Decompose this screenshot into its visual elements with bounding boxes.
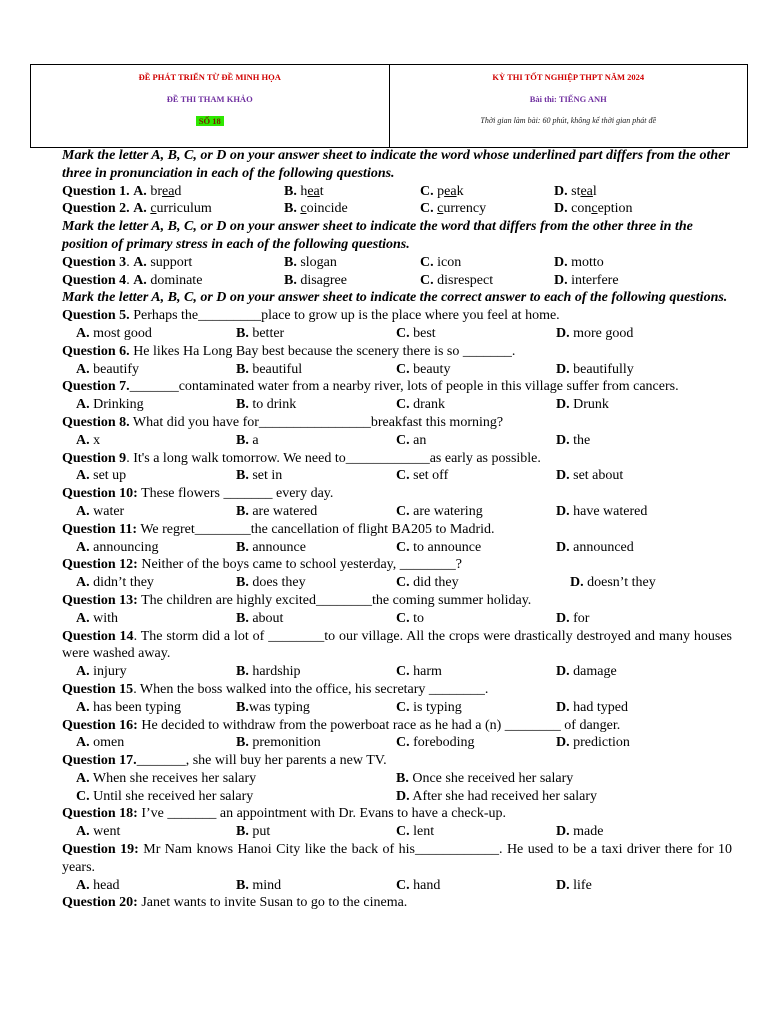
option-a: A. injury <box>76 664 127 680</box>
option-a: A. When she receives her salary <box>76 770 257 786</box>
option-b: B. a <box>236 432 259 448</box>
instruction-correct-answer: Mark the letter A, B, C, or D on your answer sheet to indicate the correct answer to each of the following questions. <box>62 290 728 306</box>
option-b: B. announce <box>236 539 306 555</box>
question-13: Question 13: The children are highly excited________the coming summer holiday. <box>62 592 532 608</box>
question-8: Question 8. What did you have for________________breakfast this morning? <box>62 414 504 430</box>
option-c: C. harm <box>396 664 442 680</box>
question-label: Question 1. <box>62 183 130 199</box>
options-row <box>62 574 732 592</box>
option-c: C. foreboding <box>396 735 475 751</box>
question-11: Question 11: We regret________the cancellation of flight BA205 to Madrid. <box>62 521 495 537</box>
option-c: C. lent <box>396 824 435 840</box>
option-c: C. Until she received her salary <box>76 788 254 804</box>
options-row <box>62 788 732 806</box>
header-left <box>31 65 390 147</box>
option-c: C. best <box>396 325 436 341</box>
option-b: B. Once she received her salary <box>396 770 574 786</box>
option-d: D. After she had received her salary <box>396 788 597 804</box>
option-a: A. Drinking <box>76 397 144 413</box>
option-b: B. are watered <box>236 503 318 519</box>
option-c: C. hand <box>396 877 441 893</box>
option-c: C. an <box>396 432 427 448</box>
option-a: A. most good <box>76 325 152 341</box>
options-row <box>62 396 732 414</box>
options-row <box>62 432 732 450</box>
question-5: Question 5. Perhaps the_________place to grow up is the place where you feel at home. <box>62 308 560 324</box>
option-d: D. damage <box>556 664 617 680</box>
questions-5-19 <box>62 307 732 894</box>
header-exam-number: SỐ 18 <box>196 116 224 126</box>
option-d: D. the <box>556 432 591 448</box>
option-d: D. had typed <box>556 699 628 715</box>
question-4: Question 4. A. dominate B. disagree C. disrespect D. interfere <box>62 272 619 288</box>
option-a: A. water <box>76 503 125 519</box>
option-c: C. did they <box>396 575 459 591</box>
option-a: A. with <box>76 610 119 626</box>
option-a: A. has been typing <box>76 699 181 715</box>
option-b: B. mind <box>236 877 282 893</box>
option-a: A. beautify <box>76 361 139 377</box>
options-row <box>62 699 732 717</box>
option-b: B. to drink <box>236 397 297 413</box>
option-b: B. premonition <box>236 735 321 751</box>
option-d: D. life <box>556 877 592 893</box>
option-a: A. announcing <box>76 539 159 555</box>
option-c: C. to announce <box>396 539 482 555</box>
question-16: Question 16: He decided to withdraw from the powerboat race as he had a (n) ________ of danger. <box>62 717 621 733</box>
option-d: D. beautifully <box>556 361 634 377</box>
option-b: B.was typing <box>236 699 310 715</box>
options-row <box>62 663 732 681</box>
option-b: B. does they <box>236 575 306 591</box>
option-c: C. is typing <box>396 699 462 715</box>
option-d: D. have watered <box>556 503 648 519</box>
options-row <box>62 503 732 521</box>
option-d: D. announced <box>556 539 634 555</box>
options-row <box>62 877 732 895</box>
question-label: Question 2. <box>62 201 130 217</box>
header-exam-title: KỲ THI TỐT NGHIỆP THPT NĂM 2024 <box>492 72 645 82</box>
exam-body <box>62 147 732 912</box>
header-time: Thời gian làm bài: 60 phút, không kể thời gian phát đề <box>480 116 657 125</box>
option-a-letter: A. <box>133 183 147 199</box>
options-row <box>62 734 732 752</box>
question-3: Question 3. A. support B. slogan C. icon D. motto <box>62 254 604 270</box>
option-b-letter: B. <box>284 183 301 199</box>
instruction-pronunciation: Mark the letter A, B, C, or D on your answer sheet to indicate the word whose underlined part differs from the other three in pronunciation in each of the following questions. <box>62 148 730 181</box>
question-9: Question 9. It's a long walk tomorrow. We need to____________as early as possible. <box>62 450 541 466</box>
question-18: Question 18: I’ve _______ an appointment with Dr. Evans to have a check-up. <box>62 806 507 822</box>
header-right <box>390 65 748 147</box>
option-b: B. beautiful <box>236 361 303 377</box>
option-d: D. doesn’t they <box>570 575 656 591</box>
option-d: D. prediction <box>556 735 630 751</box>
option-a: A. omen <box>76 735 125 751</box>
option-c: C. drank <box>396 397 446 413</box>
option-b: B. put <box>236 824 271 840</box>
option-a: A. didn’t they <box>76 575 154 591</box>
question-14: Question 14. The storm did a lot of ________to our village. All the crops were drastically destroyed and many houses were washed away. <box>62 628 732 662</box>
options-row <box>62 770 732 788</box>
exam-header <box>30 64 748 148</box>
question-15: Question 15. When the boss walked into the office, his secretary ________. <box>62 681 489 697</box>
option-a: A. set up <box>76 468 127 484</box>
options-row <box>62 539 732 557</box>
options-row <box>62 467 732 485</box>
option-c: C. are watering <box>396 503 483 519</box>
option-a: A. head <box>76 877 120 893</box>
options-row <box>62 325 732 343</box>
option-d: D. Drunk <box>556 397 609 413</box>
instruction-stress: Mark the letter A, B, C, or D on your answer sheet to indicate the word that differs from the other three in the position of primary stress in each of the following questions. <box>62 219 693 252</box>
option-d-letter: D. <box>554 183 572 199</box>
option-d: D. set about <box>556 468 624 484</box>
option-c-letter: C. <box>420 183 438 199</box>
options-row <box>62 361 732 379</box>
option-a: A. x <box>76 432 101 448</box>
option-b: B. better <box>236 325 285 341</box>
options-row <box>62 610 732 628</box>
option-b: B. hardship <box>236 664 301 680</box>
question-12: Question 12: Neither of the boys came to school yesterday, ________? <box>62 557 462 573</box>
option-d: D. more good <box>556 325 634 341</box>
option-c: C. to <box>396 610 425 626</box>
question-17: Question 17._______, she will buy her parents a new TV. <box>62 753 387 769</box>
question-10: Question 10: These flowers _______ every day. <box>62 486 334 502</box>
header-source: ĐỀ PHÁT TRIỂN TỪ ĐỀ MINH HỌA <box>138 72 281 82</box>
option-a: A. went <box>76 824 121 840</box>
option-b: B. set in <box>236 468 283 484</box>
option-b: B. about <box>236 610 284 626</box>
option-c: C. beauty <box>396 361 451 377</box>
question-19: Question 19: Mr Nam knows Hanoi City like the back of his____________. He used to be a taxi driver there for 10 years. <box>62 842 732 875</box>
question-1: Question 1. A. bread B. heat C. peak D. steal <box>62 183 597 199</box>
question-7: Question 7._______contaminated water from a nearby river, lots of people in this village suffer from cancers. <box>62 379 679 395</box>
option-c: C. set off <box>396 468 449 484</box>
question-20: Question 20: Janet wants to invite Susan to go to the cinema. <box>62 895 408 911</box>
option-d: D. made <box>556 824 604 840</box>
option-d: D. for <box>556 610 590 626</box>
question-2: Question 2. A. curriculum B. coincide C. currency D. conception <box>62 201 633 217</box>
header-subject: Bài thi: TIẾNG ANH <box>529 94 607 104</box>
header-exam-type: ĐỀ THI THAM KHẢO <box>166 94 253 104</box>
question-6: Question 6. He likes Ha Long Bay best because the scenery there is so _______. <box>62 343 516 359</box>
options-row <box>62 823 732 841</box>
